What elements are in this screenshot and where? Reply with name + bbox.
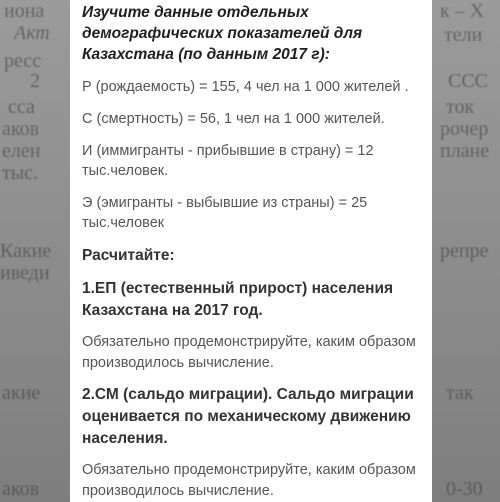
- background-text: к – Х: [440, 0, 485, 22]
- task1-note: Обязательно продемонстрируйте, каким образом производилось вычисление.: [82, 334, 416, 371]
- background-text: тыс.: [2, 162, 39, 184]
- stat-birth-rate: Р (рождаемость) = 155, 4 чел на 1 000 жителей .: [82, 79, 409, 95]
- background-text: аков: [2, 118, 40, 140]
- background-text: плане: [440, 140, 490, 162]
- task2-note: Обязательно продемонстрируйте, каким образом производилось вычисление.: [82, 462, 416, 499]
- intro-text: Изучите данные отдельных демографических показателей для Казахстана (по данным 2017 г):: [82, 4, 363, 63]
- task-card: [70, 0, 432, 502]
- background-text: Какие: [0, 240, 52, 262]
- background-text: 0-30: [446, 478, 483, 500]
- task-content: [70, 0, 432, 502]
- background-text: ресс: [4, 50, 42, 72]
- background-text: сса: [8, 96, 35, 118]
- stat-death-rate: С (смертность) = 56, 1 чел на 1 000 жителей.: [82, 111, 385, 127]
- background-text: ССС: [448, 70, 489, 92]
- background-text: 2: [30, 70, 40, 92]
- background-text: иведи: [0, 262, 50, 284]
- background-text: Акт: [14, 22, 50, 44]
- background-text: акие: [2, 382, 41, 404]
- stat-immigrants: И (иммигранты - прибывшие в страну) = 12 тыс.человек.: [82, 143, 374, 179]
- stat-emigrants: Э (эмигранты - выбывшие из страны) = 25 тыс.человек: [82, 195, 368, 231]
- background-text: так: [446, 382, 474, 404]
- background-text: ток: [446, 96, 475, 118]
- background-text: иона: [4, 0, 45, 22]
- task2-title: 2.СМ (сальдо миграции). Сальдо миграции оценивается по механическому движению населения.: [82, 386, 414, 447]
- calc-heading: Расчитайте:: [82, 247, 175, 264]
- background-text: репре: [440, 240, 489, 262]
- task1-title: 1.ЕП (естественный прирост) населения Казахстана на 2017 год.: [82, 280, 394, 319]
- background-text: елен: [2, 140, 41, 162]
- background-text: аков: [2, 478, 40, 500]
- background-text: рочер: [440, 118, 489, 140]
- background-text: тели: [444, 24, 483, 46]
